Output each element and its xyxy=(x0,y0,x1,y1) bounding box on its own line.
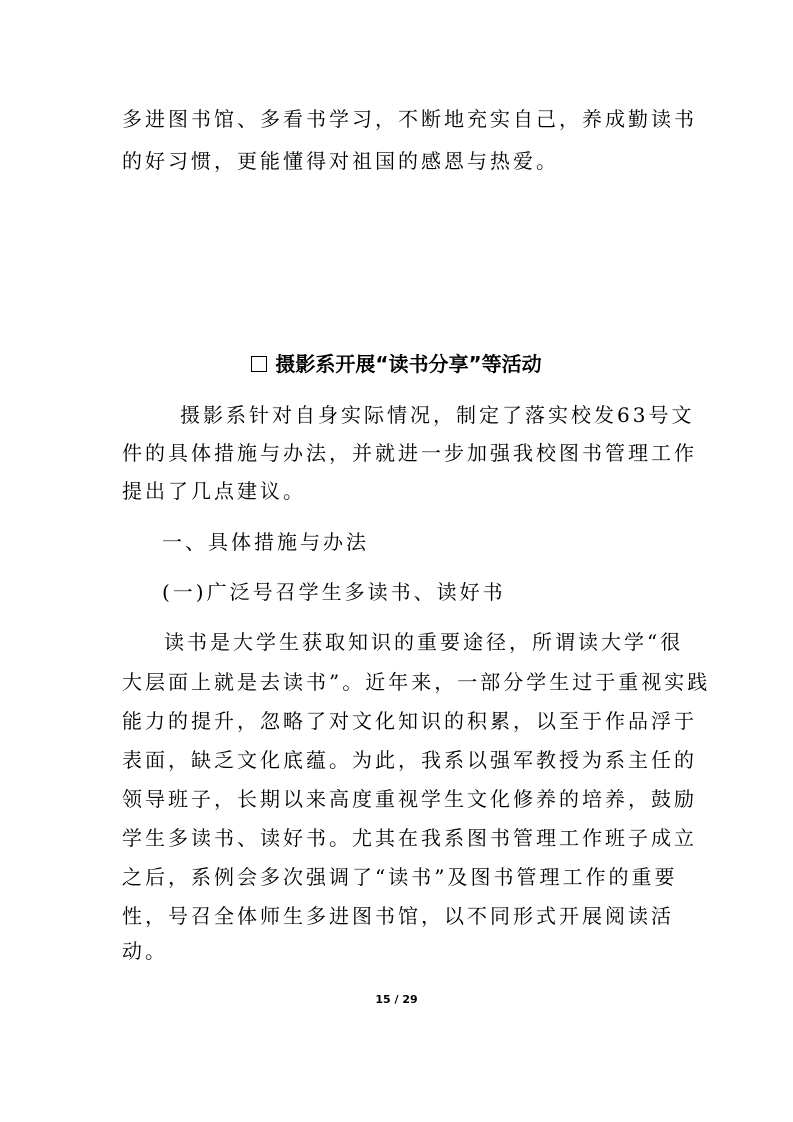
main-paragraph-line-8: 性，号召全体师生多进图书馆，以不同形式开展阅读活 xyxy=(122,904,674,928)
main-paragraph-line-3: 能力的提升，忽略了对文化知识的积累，以至于作品浮于 xyxy=(122,709,697,733)
main-paragraph-line-5: 领导班子，长期以来高度重视学生文化修养的培养，鼓励 xyxy=(122,787,697,811)
main-paragraph-line-7: 之后，系例会多次强调了“读书”及图书管理工作的重要 xyxy=(122,865,678,889)
top-paragraph-line-1: 多进图书馆、多看书学习，不断地充实自己，养成勤读书 xyxy=(122,107,697,131)
section-heading-text: 摄影系开展“读书分享”等活动 xyxy=(275,352,542,376)
page-number: 15 / 29 xyxy=(375,993,418,1006)
top-paragraph-line-2: 的好习惯，更能懂得对祖国的感恩与热爱。 xyxy=(122,149,559,173)
intro-paragraph-line-1: 摄影系针对自身实际情况，制定了落实校发63号文 xyxy=(180,403,695,427)
checkbox-square-icon xyxy=(251,356,267,372)
main-paragraph-line-2: 大层面上就是去读书”。近年来，一部分学生过于重视实践 xyxy=(122,670,711,694)
subheading-2: (一)广泛号召学生多读书、读好书 xyxy=(162,580,506,604)
intro-paragraph-line-3: 提出了几点建议。 xyxy=(122,479,306,503)
main-paragraph-line-9: 动。 xyxy=(122,939,168,963)
main-paragraph-line-4: 表面，缺乏文化底蕴。为此，我系以强军教授为系主任的 xyxy=(122,748,697,772)
subheading-1: 一、具体措施与办法 xyxy=(162,530,369,554)
intro-paragraph-line-2: 件的具体措施与办法，并就进一步加强我校图书管理工作 xyxy=(122,441,697,465)
section-heading xyxy=(0,350,793,378)
main-paragraph-line-6: 学生多读书、读好书。尤其在我系图书管理工作班子成立 xyxy=(122,826,697,850)
main-paragraph-line-1: 读书是大学生获取知识的重要途径，所谓读大学“很 xyxy=(164,630,684,654)
